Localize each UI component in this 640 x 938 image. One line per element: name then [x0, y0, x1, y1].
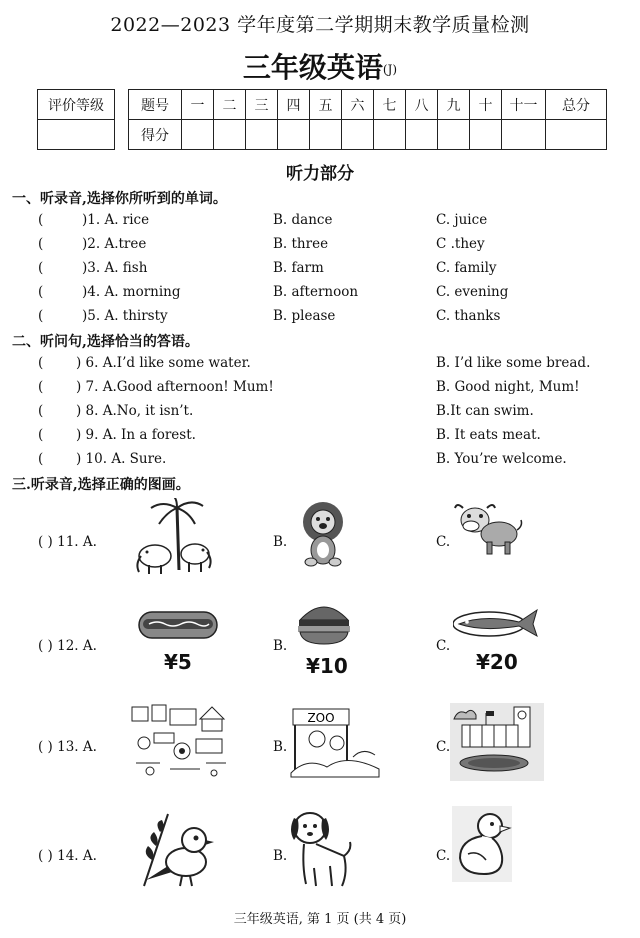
score-col-header: 总分	[546, 90, 607, 120]
question-row	[0, 260, 640, 280]
score-row-label: 得分	[129, 120, 182, 150]
dog-picture[interactable]	[286, 806, 352, 892]
score-cell[interactable]	[438, 120, 470, 150]
score-cell[interactable]	[374, 120, 406, 150]
score-col-header: 十一	[502, 90, 546, 120]
answer-blank[interactable]: (	[38, 212, 44, 228]
score-col-header: 九	[438, 90, 470, 120]
option-b-label: B.	[273, 638, 288, 654]
score-row-label: 题号	[129, 90, 182, 120]
option-c: C. thanks	[436, 308, 501, 324]
hotdog-picture[interactable]	[137, 606, 219, 642]
option-b: B. please	[273, 308, 336, 324]
score-table	[128, 89, 607, 150]
part3-heading: 三.听录音,选择正确的图画。	[12, 477, 190, 493]
subject-title-text: 三年级英语	[242, 51, 383, 84]
option-a: ) 7. A.Good afternoon! Mum!	[76, 379, 274, 395]
option-b: B. afternoon	[273, 284, 359, 300]
option-a: )3. A. fish	[82, 260, 148, 276]
option-b: B. Good night, Mum!	[436, 379, 580, 395]
answer-blank[interactable]: (	[38, 308, 44, 324]
score-cell[interactable]	[406, 120, 438, 150]
question-row	[0, 236, 640, 256]
score-col-header: 五	[310, 90, 342, 120]
question-row	[0, 403, 640, 423]
question-row	[0, 284, 640, 304]
option-a: )1. A. rice	[82, 212, 150, 228]
listening-section-title: 听力部分	[286, 164, 354, 184]
answer-blank[interactable]: (	[38, 427, 44, 443]
option-c-label: C.	[436, 638, 451, 654]
score-col-header: 七	[374, 90, 406, 120]
hamburger-picture[interactable]	[296, 600, 352, 646]
option-b: B. It eats meat.	[436, 427, 541, 443]
price-label: ¥20	[476, 650, 518, 674]
zoo-sign-text: ZOO	[307, 711, 335, 725]
picture-question-row	[0, 806, 640, 901]
score-cell[interactable]	[214, 120, 246, 150]
question-row	[0, 379, 640, 399]
question-row	[0, 212, 640, 232]
score-col-header: 八	[406, 90, 438, 120]
option-a: ) 6. A.I’d like some water.	[76, 355, 251, 371]
score-cell[interactable]	[502, 120, 546, 150]
question-row	[0, 451, 640, 471]
picture-question-row	[0, 703, 640, 798]
bird-picture[interactable]	[138, 810, 214, 892]
score-col-header: 三	[246, 90, 278, 120]
price-label: ¥5	[164, 650, 192, 674]
elephants-palm-tree-picture[interactable]	[133, 498, 215, 580]
option-c-label: C.	[436, 534, 451, 550]
score-cell[interactable]	[342, 120, 374, 150]
picture-question-row	[0, 498, 640, 593]
answer-blank[interactable]: (	[38, 451, 44, 467]
zoo-picture[interactable]	[287, 703, 383, 779]
picture-question-row	[0, 600, 640, 695]
option-b: B. You’re welcome.	[436, 451, 567, 467]
subject-title	[0, 46, 640, 86]
edition-mark: (J)	[382, 62, 398, 77]
option-c: C. family	[436, 260, 497, 276]
option-b: B. dance	[273, 212, 333, 228]
answer-blank[interactable]: (	[38, 355, 44, 371]
exam-title: 2022—2023 学年度第二学期期末教学质量检测	[110, 14, 530, 36]
score-col-header: 二	[214, 90, 246, 120]
option-b-label: B.	[273, 534, 288, 550]
score-cell[interactable]	[246, 120, 278, 150]
price-label: ¥10	[306, 654, 348, 678]
score-cell[interactable]	[182, 120, 214, 150]
lion-picture[interactable]	[293, 498, 353, 568]
option-c-label: C.	[436, 739, 451, 755]
question-label: ( ) 12. A.	[38, 638, 97, 654]
option-b: B. I’d like some bread.	[436, 355, 591, 371]
option-c-label: C.	[436, 848, 451, 864]
school-picture[interactable]	[450, 703, 544, 781]
score-col-header: 四	[278, 90, 310, 120]
option-c: C. juice	[436, 212, 488, 228]
option-b: B. three	[273, 236, 329, 252]
score-col-header: 一	[182, 90, 214, 120]
option-a: ) 9. A. In a forest.	[76, 427, 196, 443]
option-a: )5. A. thirsty	[82, 308, 168, 324]
question-label: ( ) 14. A.	[38, 848, 97, 864]
question-row	[0, 308, 640, 328]
option-a: )2. A.tree	[82, 236, 147, 252]
town-picture[interactable]	[130, 703, 230, 779]
score-cell[interactable]	[278, 120, 310, 150]
option-c: C. evening	[436, 284, 509, 300]
part1-heading: 一、听录音,选择你所听到的单词。	[12, 191, 227, 207]
score-col-header: 十	[470, 90, 502, 120]
option-a: ) 10. A. Sure.	[76, 451, 167, 467]
answer-blank[interactable]: (	[38, 379, 44, 395]
duck-picture[interactable]	[452, 806, 512, 882]
question-row	[0, 427, 640, 447]
part2-heading: 二、听问句,选择恰当的答语。	[12, 334, 199, 350]
fish-picture[interactable]	[453, 604, 539, 640]
answer-blank[interactable]: (	[38, 284, 44, 300]
question-row	[0, 355, 640, 375]
grade-header: 评价等级	[38, 90, 115, 120]
answer-blank[interactable]: (	[38, 260, 44, 276]
page-footer: 三年级英语, 第 1 页 (共 4 页)	[233, 912, 407, 927]
option-a: )4. A. morning	[82, 284, 181, 300]
grade-table	[37, 89, 115, 150]
score-cell[interactable]	[546, 120, 607, 150]
cow-picture[interactable]	[453, 498, 525, 558]
answer-blank[interactable]: (	[38, 403, 44, 419]
answer-blank[interactable]: (	[38, 236, 44, 252]
option-c: C .they	[436, 236, 485, 252]
score-col-header: 六	[342, 90, 374, 120]
option-b-label: B.	[273, 848, 288, 864]
question-label: ( ) 13. A.	[38, 739, 97, 755]
option-a: ) 8. A.No, it isn’t.	[76, 403, 194, 419]
option-b-label: B.	[273, 739, 288, 755]
option-b: B. farm	[273, 260, 324, 276]
score-cell[interactable]	[310, 120, 342, 150]
option-b: B.It can swim.	[436, 403, 534, 419]
grade-value-cell[interactable]	[38, 120, 115, 150]
score-cell[interactable]	[470, 120, 502, 150]
question-label: ( ) 11. A.	[38, 534, 97, 550]
